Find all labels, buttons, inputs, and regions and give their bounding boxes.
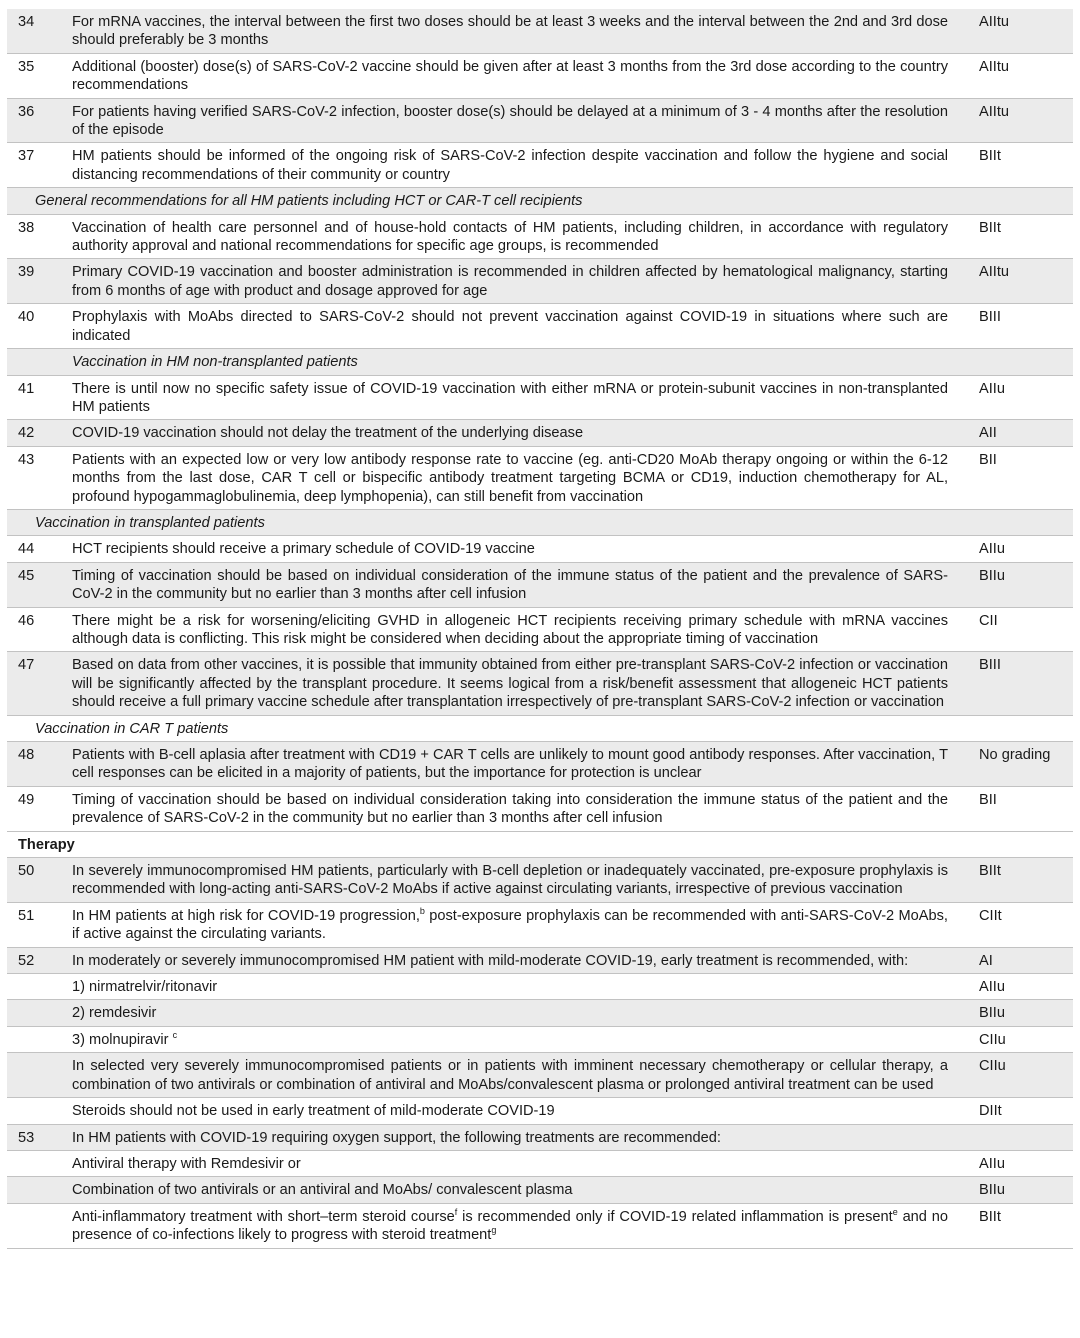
text-segment: COVID-19 vaccination should not delay the treatment of the underlying disease bbox=[72, 425, 584, 442]
recommendation-text bbox=[72, 1208, 955, 1245]
grade-label: BIIt bbox=[979, 863, 1001, 880]
recommendation-number: 42 bbox=[18, 425, 35, 442]
grade-label: No grading bbox=[979, 747, 1051, 763]
text-segment: Timing of vaccination should be based on individual consideration of the immune status of the patient and the prevalence of SARS-CoV-2 in the community but no earlier than 3 months after cell infusion bbox=[72, 567, 948, 603]
text-segment: For mRNA vaccines, the interval between the first two doses should be at least 3 weeks and the interval between the 2nd and 3rd dose should preferably be 3 months bbox=[72, 14, 948, 49]
footnote-marker: g bbox=[491, 1225, 497, 1236]
grade-label: AIIu bbox=[979, 380, 1005, 397]
text-segment: post-exposure prophylaxis can be recommended with anti-SARS-CoV-2 MoAbs, if active against the circulating variants. bbox=[72, 907, 948, 943]
grade-label: BIII bbox=[979, 309, 1001, 326]
text-segment: Additional (booster) dose(s) of SARS-CoV-2 vaccine should be given after at least 3 months from the 3rd dose according to the country recommendations bbox=[72, 58, 948, 94]
grade-label: DIIt bbox=[979, 1103, 1002, 1120]
table-row bbox=[7, 1027, 1073, 1053]
table-row bbox=[7, 1177, 1073, 1203]
table-row bbox=[7, 259, 1073, 304]
grade-label: BIIt bbox=[979, 219, 1001, 236]
text-segment: In moderately or severely immunocompromised HM patient with mild-moderate COVID-19, early treatment is recommended, with: bbox=[72, 952, 909, 969]
table-row bbox=[7, 1053, 1073, 1098]
grade-label: AII bbox=[979, 425, 997, 442]
table-row bbox=[7, 742, 1073, 787]
recommendation-number: 52 bbox=[18, 952, 35, 969]
text-segment: HM patients should be informed of the ongoing risk of SARS-CoV-2 infection despite vaccination and follow the hygiene and social distancing recommendations of their community or country bbox=[72, 148, 948, 183]
text-segment: Anti-inflammatory treatment with short–term steroid course bbox=[72, 1208, 455, 1225]
recommendation-text bbox=[72, 380, 955, 417]
recommendation-number bbox=[7, 1155, 72, 1173]
text-segment: In selected very severely immunocompromised patients or in patients with imminent necessary chemotherapy or cellular therapy, a combination of two antivirals or combination of antiviral and MoAbs/convalescent plasma or prolonged antiviral treatment can be used bbox=[72, 1058, 948, 1093]
grade-label: BIIu bbox=[979, 1182, 1005, 1199]
table-row bbox=[7, 143, 1073, 188]
recommendation-text bbox=[72, 103, 955, 140]
recommendation-number: 53 bbox=[18, 1129, 35, 1146]
recommendation-text bbox=[72, 1181, 955, 1199]
table-row bbox=[7, 1098, 1073, 1124]
recommendation-number: 46 bbox=[18, 612, 35, 629]
grade-label bbox=[955, 1129, 1073, 1147]
recommendation-text bbox=[72, 907, 955, 944]
recommendation-number bbox=[7, 1102, 72, 1120]
text-segment: In HM patients with COVID-19 requiring oxygen support, the following treatments are recommended: bbox=[72, 1129, 721, 1146]
recommendation-text bbox=[72, 746, 955, 783]
text-segment: Steroids should not be used in early treatment of mild-moderate COVID-19 bbox=[72, 1103, 555, 1120]
recommendation-number: 39 bbox=[18, 264, 35, 281]
section-header: Vaccination in HM non-transplanted patients bbox=[7, 349, 1073, 375]
grade-label: CII bbox=[979, 612, 998, 629]
table-row bbox=[7, 858, 1073, 903]
table-row bbox=[7, 903, 1073, 948]
grade-label: BIII bbox=[979, 657, 1001, 674]
footnote-marker: c bbox=[172, 1030, 178, 1041]
table-row bbox=[7, 787, 1073, 832]
recommendation-text bbox=[72, 567, 955, 604]
recommendation-number: 44 bbox=[18, 541, 35, 558]
table-row bbox=[7, 447, 1073, 510]
grade-label: BII bbox=[979, 451, 997, 468]
text-segment: Antiviral therapy with Remdesivir or bbox=[72, 1155, 301, 1172]
recommendation-number: 35 bbox=[18, 58, 35, 75]
recommendation-text bbox=[72, 147, 955, 184]
recommendation-number: 48 bbox=[18, 747, 35, 763]
text-segment: Patients with an expected low or very low antibody response rate to vaccine (eg. anti-CD20 MoAb therapy ongoing or within the 6-12 months from the last dose, CAR T cell or bispecific antibody treatment targeting BCMA or CD19, induction chemotherapy for AL, profound hypogammaglobulinemia, deep lymphopenia), can still benefit from vaccination bbox=[72, 451, 948, 505]
recommendation-text bbox=[72, 1031, 955, 1049]
text-segment: 2) remdesivir bbox=[72, 1005, 157, 1022]
recommendation-text bbox=[72, 263, 955, 300]
table-row bbox=[7, 608, 1073, 653]
recommendation-text bbox=[72, 656, 955, 711]
recommendation-number: 38 bbox=[18, 219, 35, 236]
grade-label: CIIu bbox=[979, 1058, 1006, 1075]
section-header: Vaccination in transplanted patients bbox=[7, 510, 1073, 536]
table-row bbox=[7, 9, 1073, 54]
table-row bbox=[7, 1125, 1073, 1151]
grade-label: AIIu bbox=[979, 979, 1005, 996]
text-segment: In HM patients at high risk for COVID-19 progression, bbox=[72, 907, 420, 924]
table-row bbox=[7, 563, 1073, 608]
text-segment: HCT recipients should receive a primary schedule of COVID-19 vaccine bbox=[72, 541, 535, 558]
text-segment: Combination of two antivirals or an antiviral and MoAbs/ convalescent plasma bbox=[72, 1182, 573, 1199]
recommendation-text bbox=[72, 612, 955, 649]
grade-label: BIIt bbox=[979, 1208, 1001, 1225]
recommendation-number: 45 bbox=[18, 567, 35, 584]
recommendation-text bbox=[72, 58, 955, 95]
grade-label: BII bbox=[979, 791, 997, 808]
recommendation-text bbox=[72, 791, 955, 828]
recommendation-number bbox=[7, 1004, 72, 1022]
table-row bbox=[7, 99, 1073, 144]
recommendation-text bbox=[72, 1057, 955, 1094]
text-segment: Patients with B-cell aplasia after treatment with CD19 + CAR T cells are unlikely to mount good antibody responses. After vaccination, T cell responses can be elicited in a majority of patients, but the importance for protection is unclear bbox=[72, 747, 948, 782]
table-row bbox=[7, 1204, 1073, 1249]
footnote-marker: e bbox=[892, 1206, 898, 1217]
text-segment: is recommended only if COVID-19 related inflammation is present bbox=[457, 1208, 893, 1225]
recommendation-text bbox=[72, 308, 955, 345]
recommendation-text bbox=[72, 540, 955, 558]
recommendation-number: 51 bbox=[18, 907, 35, 924]
recommendation-text bbox=[72, 978, 955, 996]
recommendation-number: 41 bbox=[18, 380, 35, 397]
grade-label: AI bbox=[979, 952, 993, 969]
grade-label: CIIu bbox=[979, 1031, 1006, 1048]
recommendations-table bbox=[7, 9, 1073, 1249]
text-segment: 1) nirmatrelvir/ritonavir bbox=[72, 979, 218, 996]
text-segment: 3) molnupiravir bbox=[72, 1031, 173, 1048]
grade-label: AIItu bbox=[979, 103, 1010, 120]
recommendation-number: 40 bbox=[18, 309, 35, 326]
recommendation-number: 50 bbox=[18, 863, 35, 880]
grade-label: AIItu bbox=[979, 264, 1010, 281]
table-row bbox=[7, 1000, 1073, 1026]
text-segment: Based on data from other vaccines, it is possible that immunity obtained from either pre-transplant SARS-CoV-2 infection or vaccination will be significantly affected by the transplant procedure. It seems logical from a risk/benefit assessment that allogeneic HCT patients should receive a full primary vaccine schedule after transplantation irrespectively of pre-transplant SARS-CoV-2 infection or vaccination bbox=[72, 657, 948, 711]
recommendation-text bbox=[72, 13, 955, 50]
text-segment: Timing of vaccination should be based on individual consideration taking into consideration the immune status of the patient and the prevalence of SARS-CoV-2 in the community but no earlier than 3 months after cell infusion bbox=[72, 791, 948, 827]
recommendation-text bbox=[72, 952, 955, 970]
grade-label: AIItu bbox=[979, 58, 1010, 75]
recommendation-number: 37 bbox=[18, 148, 35, 165]
footnote-marker: f bbox=[454, 1206, 458, 1217]
text-segment: There is until now no specific safety issue of COVID-19 vaccination with either mRNA or protein-subunit vaccines in non-transplanted HM patients bbox=[72, 380, 948, 415]
recommendation-text bbox=[72, 862, 955, 899]
section-heading: Therapy bbox=[7, 832, 1073, 858]
recommendation-number bbox=[7, 1181, 72, 1199]
table-row bbox=[7, 652, 1073, 715]
recommendation-number: 49 bbox=[18, 791, 35, 808]
section-header: Vaccination in CAR T patients bbox=[7, 716, 1073, 742]
section-header: General recommendations for all HM patients including HCT or CAR-T cell recipients bbox=[7, 188, 1073, 214]
table-row bbox=[7, 54, 1073, 99]
table-row bbox=[7, 948, 1073, 974]
text-segment: For patients having verified SARS-CoV-2 infection, booster dose(s) should be delayed at a minimum of 3 - 4 months after the resolution of the episode bbox=[72, 103, 948, 139]
table-row bbox=[7, 420, 1073, 446]
grade-label: AIItu bbox=[979, 14, 1010, 30]
text-segment: In severely immunocompromised HM patients, particularly with B-cell depletion or inadequately vaccinated, pre-exposure prophylaxis is recommended with long-acting anti-SARS-CoV-2 MoAbs if active against circulating variants, irrespective of previous vaccination bbox=[72, 863, 948, 898]
recommendation-text bbox=[72, 1102, 955, 1120]
table-row bbox=[7, 536, 1073, 562]
recommendation-text bbox=[72, 451, 955, 506]
recommendation-number bbox=[7, 978, 72, 996]
table-row bbox=[7, 304, 1073, 349]
recommendation-number: 34 bbox=[18, 14, 35, 30]
grade-label: BIIu bbox=[979, 1005, 1005, 1022]
footnote-marker: b bbox=[419, 905, 425, 916]
recommendation-number bbox=[7, 1208, 72, 1245]
grade-label: AIIu bbox=[979, 1155, 1005, 1172]
table-row bbox=[7, 1151, 1073, 1177]
recommendation-text bbox=[72, 1155, 955, 1173]
text-segment: Primary COVID-19 vaccination and booster administration is recommended in children affected by hematological malignancy, starting from 6 months of age with product and dosage approved for age bbox=[72, 264, 948, 299]
recommendation-text bbox=[72, 1004, 955, 1022]
recommendation-text bbox=[72, 219, 955, 256]
recommendation-number bbox=[7, 1031, 72, 1049]
recommendation-number: 47 bbox=[18, 657, 35, 674]
table-row bbox=[7, 215, 1073, 260]
text-segment: and no presence of co-infections likely to progress with steroid treatment bbox=[72, 1208, 949, 1244]
recommendation-number: 36 bbox=[18, 103, 35, 120]
grade-label: AIIu bbox=[979, 541, 1005, 558]
recommendation-number bbox=[7, 1057, 72, 1094]
grade-label: BIIt bbox=[979, 148, 1001, 165]
recommendation-text bbox=[72, 424, 955, 442]
text-segment: There might be a risk for worsening/eliciting GVHD in allogeneic HCT recipients receiving primary schedule with mRNA vaccines although data is conflicting. This risk might be considered when deciding about the appropriate timing of vaccination bbox=[72, 612, 948, 647]
table-row bbox=[7, 376, 1073, 421]
text-segment: Prophylaxis with MoAbs directed to SARS-CoV-2 should not prevent vaccination against COVID-19 in situations where such are indicated bbox=[72, 309, 948, 344]
recommendation-text bbox=[72, 1129, 955, 1147]
grade-label: BIIu bbox=[979, 567, 1005, 584]
recommendation-number: 43 bbox=[18, 451, 35, 468]
text-segment: Vaccination of health care personnel and of house-hold contacts of HM patients, including children, in accordance with regulatory authority approval and national recommendations for specific age groups, is recommended bbox=[72, 219, 948, 255]
table-row bbox=[7, 974, 1073, 1000]
grade-label: CIIt bbox=[979, 907, 1002, 924]
